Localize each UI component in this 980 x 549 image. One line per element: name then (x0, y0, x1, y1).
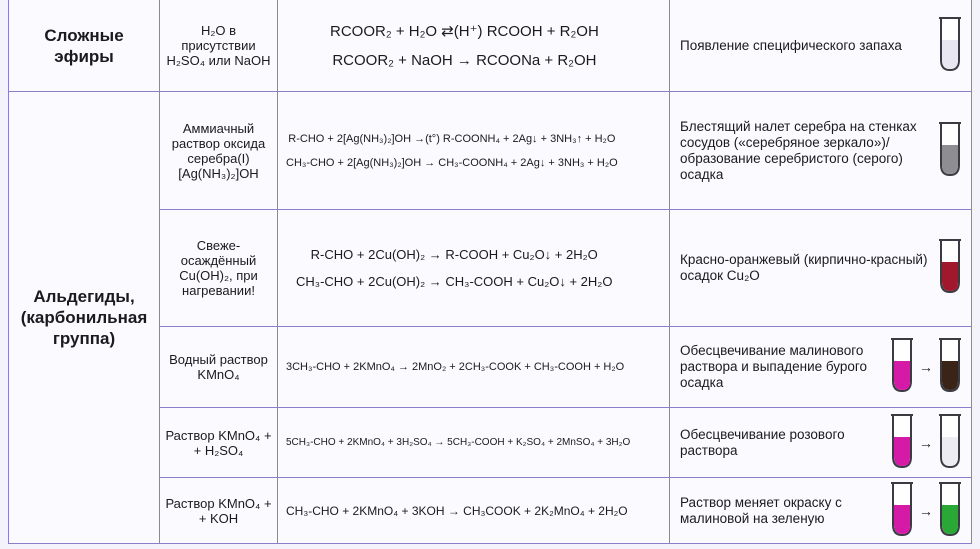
observation-cell (670, 0, 972, 92)
equation-cell (278, 408, 670, 478)
class-label-aldehydes: Альдегиды, (карбонильная группа) (8, 92, 160, 544)
equation: 5CH₃-CHO + 2KMnO₄ + 3H₂SO₄ → 5CH₃-COOH + K₂SO₄ + 2MnSO₄ + 3H₂O (286, 437, 631, 448)
equation: CH₃-CHO + 2[Ag(NH₃)₂]OH → CH₃-COONH₄ + 2Ag↓ + 3NH₃ + H₂O (286, 156, 618, 169)
observation-cell (670, 327, 972, 408)
reagent-cell: Аммиачный раствор оксида серебра(I) [Ag(NH₃)₂]OH (160, 92, 278, 210)
equation-cell (278, 478, 670, 544)
reagent-cell: Раствор KMnO₄ + + KOH (160, 478, 278, 544)
test-tube-icon (891, 337, 913, 397)
observation-text: Красно-оранжевый (кирпично-красный) осадок Cu₂O (680, 252, 928, 283)
reagent-cell: Водный раствор KMnO₄ (160, 327, 278, 408)
equation-cell (278, 327, 670, 408)
observation-cell (670, 408, 972, 478)
observation-cell (670, 92, 972, 210)
test-tube-icon (939, 16, 961, 76)
observation-text: Блестящий налет серебра на стенках сосудов («серебряное зеркало»)/ образование серебристого (серого) осадка (680, 118, 917, 182)
arrow-right-icon: → (919, 434, 933, 451)
test-tube-icon (891, 413, 913, 473)
reactions-table (8, 0, 972, 544)
equation: RCOOR₂ + NaOH → RCOONa + R₂OH (332, 52, 597, 69)
equation: R-CHO + 2Cu(OH)₂ → R-COOH + Cu₂O↓ + 2H₂O (310, 247, 598, 262)
observation-text: Обесцвечивание розового раствора (680, 426, 845, 458)
arrow-right-icon: → (919, 502, 933, 519)
equation-cell (278, 210, 670, 327)
reagent-cell: Свеже-осаждённый Cu(OH)₂, при нагревании! (160, 210, 278, 327)
arrow-right-icon: → (919, 359, 933, 375)
test-tube-icon (891, 481, 913, 541)
test-tube-icon (939, 121, 961, 181)
equation: 3CH₃-CHO + 2KMnO₄ → 2MnO₂ + 2CH₃-COOK + CH₃-COOH + H₂O (286, 361, 625, 373)
reagent-cell: H₂O в присутствии H₂SO₄ или NaOH (160, 0, 278, 92)
observation-cell (670, 478, 972, 544)
equation: CH₃-CHO + 2Cu(OH)₂ → CH₃-COOH + Cu₂O↓ + 2H₂O (296, 274, 613, 289)
equation: CH₃-CHO + 2KMnO₄ + 3KOH → CH₃COOK + 2K₂MnO₄ + 2H₂O (286, 503, 628, 518)
test-tube-icon (939, 413, 961, 473)
equation: RCOOR₂ + H₂O ⇄(H⁺) RCOOH + R₂OH (330, 23, 599, 40)
observation-cell (670, 210, 972, 327)
test-tube-icon (939, 481, 961, 541)
observation-text: Обесцвечивание малинового раствора и выпадение бурого осадка (680, 343, 868, 390)
test-tube-icon (939, 238, 961, 298)
test-tube-icon (939, 337, 961, 397)
observation-text: Появление специфического запаха (680, 37, 902, 53)
equation-cell (278, 0, 670, 92)
reagent-cell: Раствор KMnO₄ + + H₂SO₄ (160, 408, 278, 478)
observation-text: Раствор меняет окраску с малиновой на зеленую (680, 494, 842, 526)
equation-cell (278, 92, 670, 210)
equation: R-CHO + 2[Ag(NH₃)₂]OH →(t°) R-COONH₄ + 2Ag↓ + 3NH₃↑ + H₂O (288, 132, 616, 145)
class-label-esters: Сложные эфиры (8, 0, 160, 92)
